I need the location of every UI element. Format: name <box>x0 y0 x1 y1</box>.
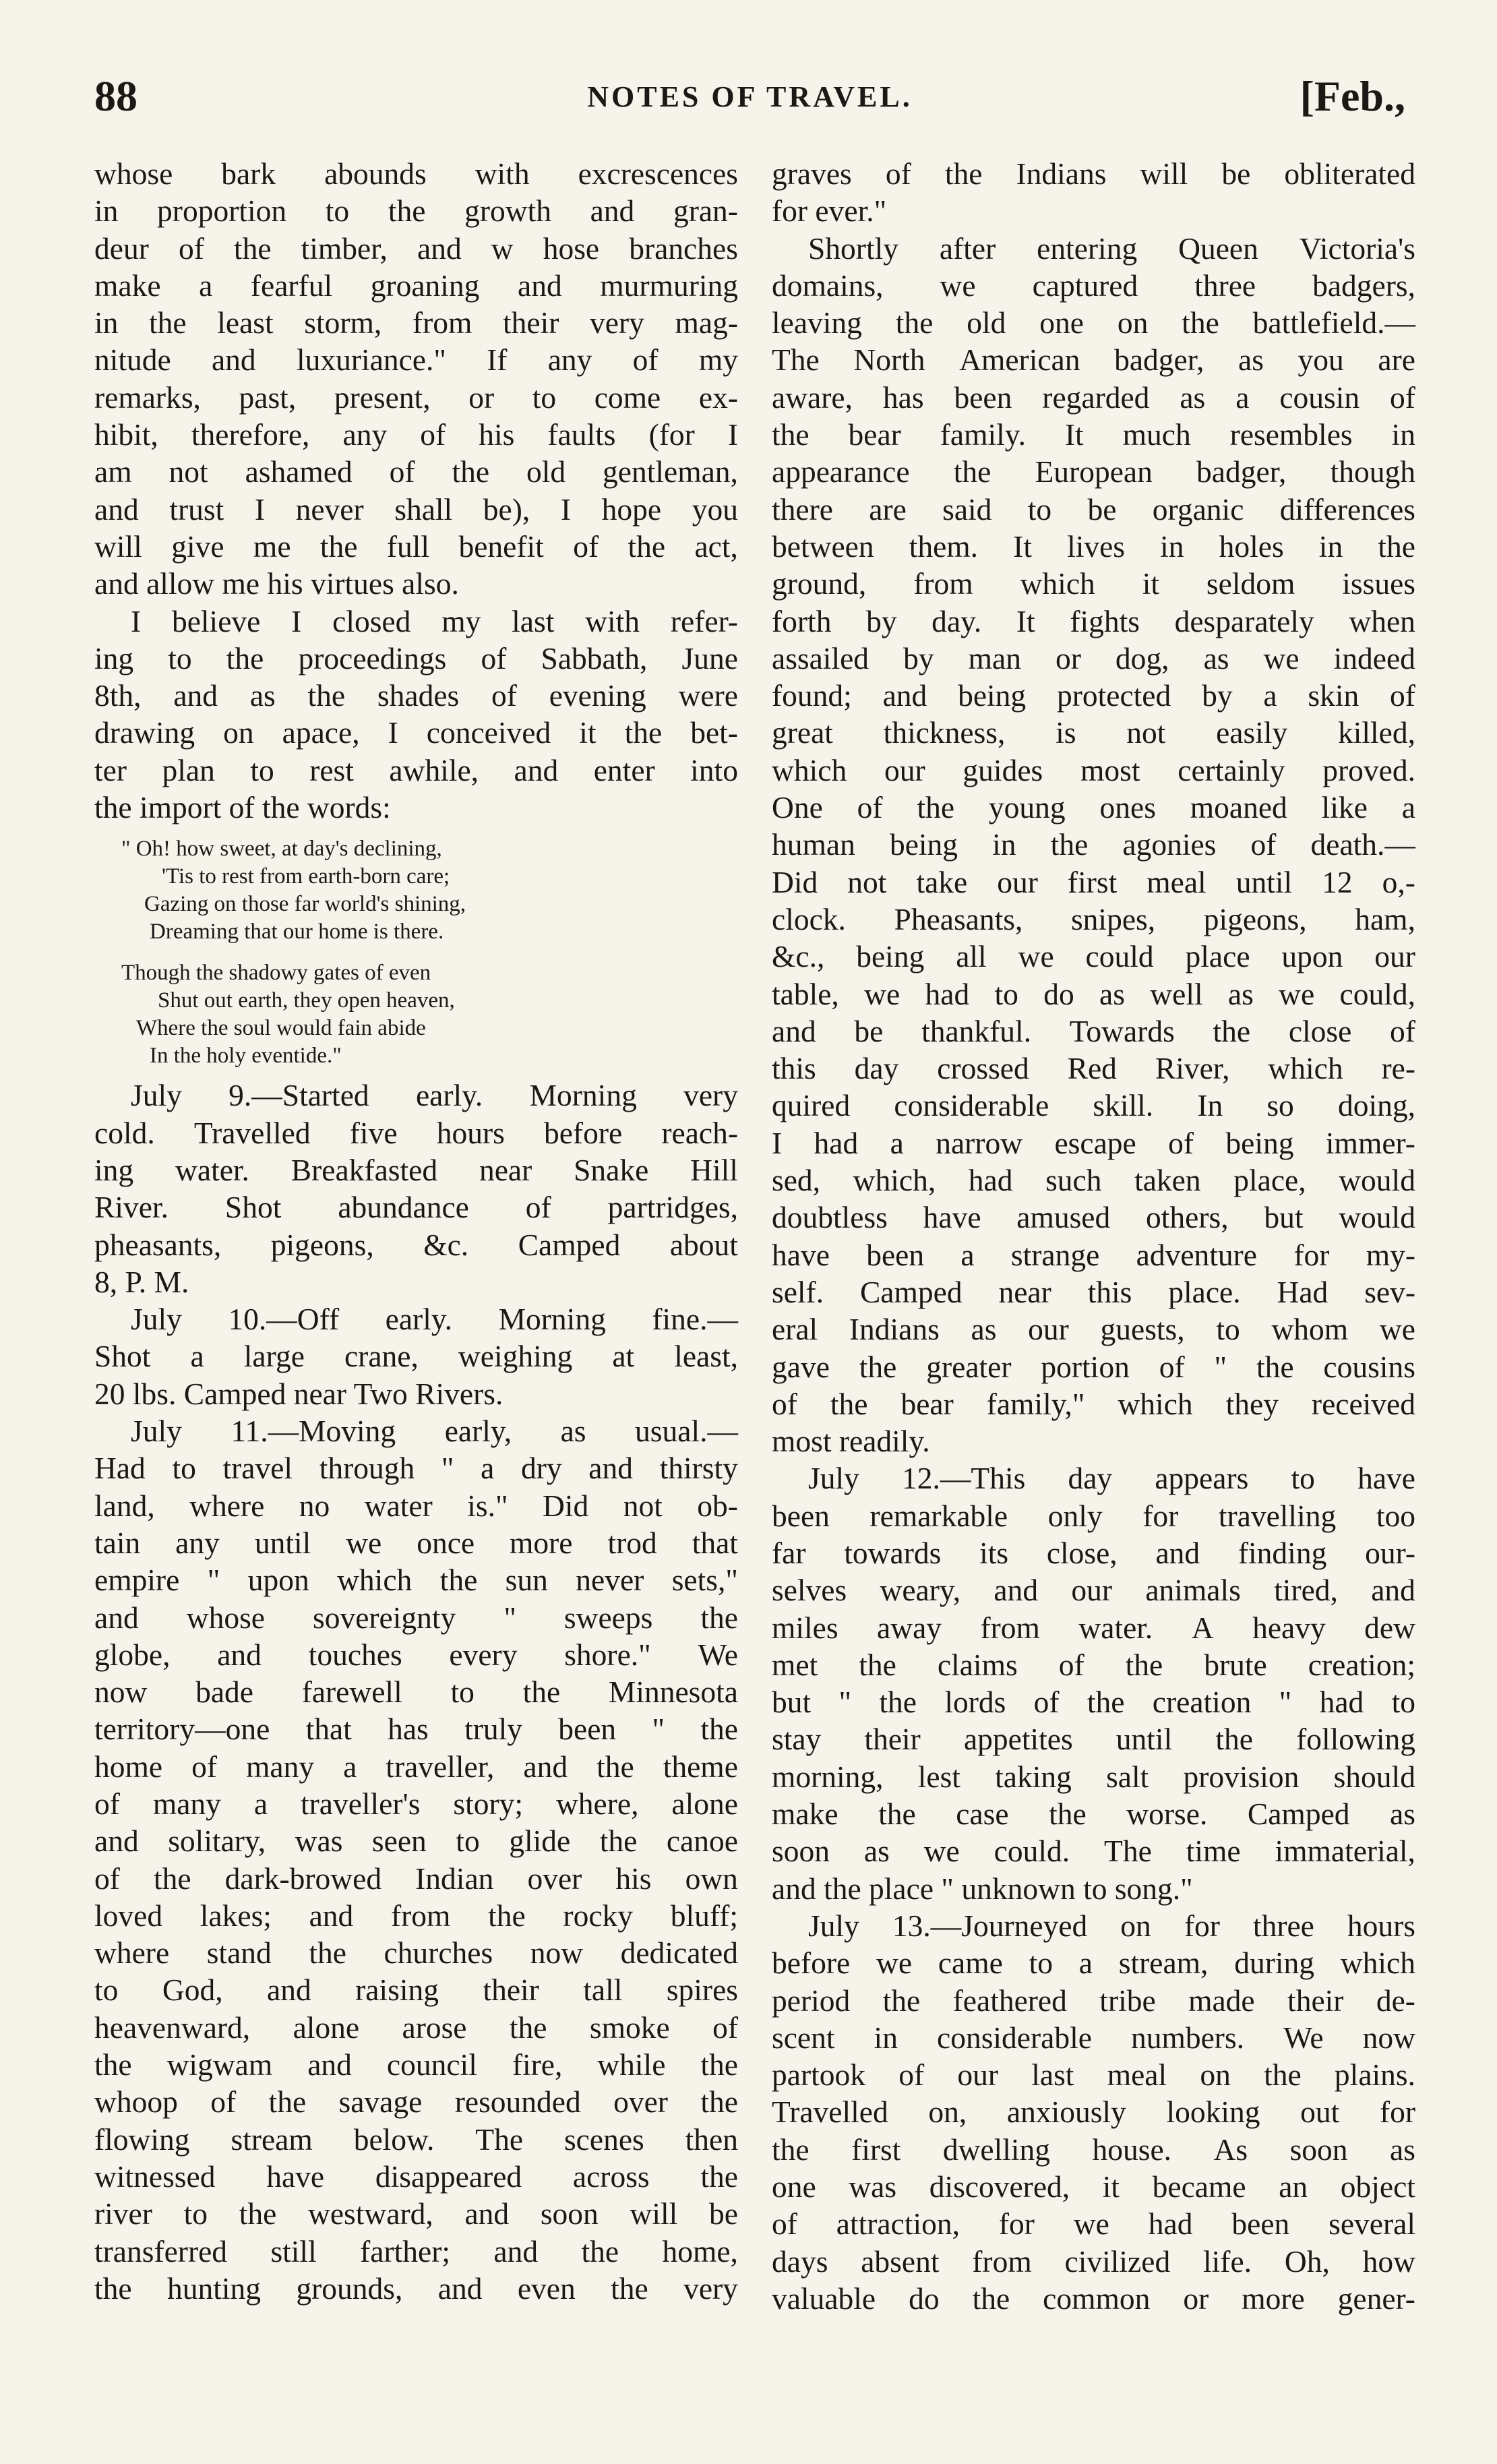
poem-line: In the holy eventide." <box>150 1044 342 1069</box>
paragraph <box>94 1300 738 1412</box>
text-line: gave the greater portion of " the cousins <box>772 1349 1415 1384</box>
text-line: before we came to a stream, during which <box>772 1946 1415 1981</box>
paragraph <box>772 155 1415 230</box>
text-line: forth by day. It fights desparately when <box>772 603 1415 638</box>
text-line: drawing on apace, I conceived it the bet- <box>94 715 738 750</box>
text-line: scent in considerable numbers. We now <box>772 2020 1415 2055</box>
text-line: 8, P. M. <box>94 1264 189 1299</box>
text-line: now bade farewell to the Minnesota <box>94 1675 738 1710</box>
paragraph <box>94 603 738 827</box>
text-line: deur of the timber, and w hose branches <box>94 231 738 266</box>
text-line: in proportion to the growth and gran- <box>94 193 738 229</box>
text-line: met the claims of the brute creation; <box>772 1647 1415 1682</box>
text-line: the first dwelling house. As soon as <box>772 2132 1415 2167</box>
text-line: I believe I closed my last with refer- <box>131 603 738 638</box>
text-line: home of many a traveller, and the theme <box>94 1749 738 1784</box>
running-title: NOTES OF TRAVEL. <box>587 80 913 113</box>
text-line: loved lakes; and from the rocky bluff; <box>94 1898 738 1933</box>
text-line: July 13.—Journeyed on for three hours <box>808 1908 1415 1943</box>
text-line: One of the young ones moaned like a <box>772 790 1415 825</box>
text-line: this day crossed Red River, which re- <box>772 1051 1415 1086</box>
text-line: will give me the full benefit of the act, <box>94 529 738 564</box>
text-line: Had to travel through " a dry and thirsty <box>94 1451 738 1486</box>
text-line: of attraction, for we had been several <box>772 2206 1415 2242</box>
poem-line: " Oh! how sweet, at day's declining, <box>121 837 442 862</box>
paragraph <box>772 1907 1415 2317</box>
text-line: soon as we could. The time immaterial, <box>772 1834 1415 1869</box>
text-line: witnessed have disappeared across the <box>94 2159 738 2194</box>
text-line: to God, and raising their tall spires <box>94 1973 738 2008</box>
text-line: Shortly after entering Queen Victoria's <box>808 231 1415 266</box>
poem-line: Shut out earth, they open heaven, <box>158 988 455 1013</box>
paragraph <box>94 155 738 603</box>
text-line: found; and being protected by a skin of <box>772 678 1415 713</box>
text-line: in the least storm, from their very mag- <box>94 305 738 340</box>
text-line: of many a traveller's story; where, alone <box>94 1786 738 1821</box>
stanza-break <box>94 946 738 959</box>
right-column <box>772 155 1415 2317</box>
text-line: 20 lbs. Camped near Two Rivers. <box>94 1376 503 1411</box>
text-line: valuable do the common or more gener- <box>772 2281 1415 2316</box>
text-line: make a fearful groaning and murmuring <box>94 268 738 303</box>
paragraph <box>94 1412 738 2307</box>
text-line: clock. Pheasants, snipes, pigeons, ham, <box>772 901 1415 936</box>
text-line: &c., being all we could place upon our <box>772 939 1415 974</box>
running-date: [Feb., <box>1300 72 1405 120</box>
text-line: empire " upon which the sun never sets," <box>94 1563 738 1598</box>
text-line: appearance the European badger, though <box>772 454 1415 489</box>
text-line: domains, we captured three badgers, <box>772 268 1415 303</box>
poem-line: Though the shadowy gates of even <box>121 961 431 986</box>
text-line: whoop of the savage resounded over the <box>94 2084 738 2120</box>
text-line: which our guides most certainly proved. <box>772 752 1415 787</box>
text-line: great thickness, is not easily killed, <box>772 715 1415 750</box>
text-line: have been a strange adventure for my- <box>772 1237 1415 1272</box>
text-line: and allow me his virtues also. <box>94 566 459 601</box>
text-line: pheasants, pigeons, &c. Camped about <box>94 1227 738 1262</box>
text-line: July 10.—Off early. Morning fine.— <box>131 1302 738 1337</box>
text-line: and solitary, was seen to glide the canoe <box>94 1824 738 1859</box>
text-line: and trust I never shall be), I hope you <box>94 491 738 527</box>
text-line: table, we had to do as well as we could, <box>772 976 1415 1011</box>
text-line: quired considerable skill. In so doing, <box>772 1088 1415 1123</box>
text-line: partook of our last meal on the plains. <box>772 2057 1415 2093</box>
text-line: July 12.—This day appears to have <box>808 1461 1415 1496</box>
text-line: river to the westward, and soon will be <box>94 2196 738 2231</box>
text-line: stay their appetites until the following <box>772 1722 1415 1757</box>
text-line: aware, has been regarded as a cousin of <box>772 380 1415 415</box>
text-line: Shot a large crane, weighing at least, <box>94 1339 738 1374</box>
text-line: where stand the churches now dedicated <box>94 1935 738 1971</box>
text-line: most readily. <box>772 1424 930 1459</box>
text-line: leaving the old one on the battlefield.— <box>772 305 1415 340</box>
paragraph <box>94 1077 738 1300</box>
text-line: land, where no water is." Did not ob- <box>94 1488 738 1523</box>
text-line: heavenward, alone arose the smoke of <box>94 2010 738 2045</box>
text-line: ing to the proceedings of Sabbath, June <box>94 640 738 675</box>
poem-line: Gazing on those far world's shining, <box>144 892 466 917</box>
text-line: days absent from civilized life. Oh, how <box>772 2244 1415 2279</box>
page-number: 88 <box>94 72 138 120</box>
text-line: The North American badger, as you are <box>772 342 1415 378</box>
text-line: of the bear family," which they received <box>772 1386 1415 1421</box>
text-line: been remarkable only for travelling too <box>772 1498 1415 1533</box>
text-line: selves weary, and our animals tired, and <box>772 1573 1415 1608</box>
paragraph <box>772 230 1415 1460</box>
text-line: whose bark abounds with excrescences <box>94 156 738 191</box>
text-line: make the case the worse. Camped as <box>772 1797 1415 1832</box>
text-line: territory—one that has truly been " the <box>94 1712 738 1747</box>
text-line: sed, which, had such taken place, would <box>772 1163 1415 1198</box>
text-line: eral Indians as our guests, to whom we <box>772 1312 1415 1347</box>
text-line: River. Shot abundance of partridges, <box>94 1190 738 1225</box>
text-line: cold. Travelled five hours before reach- <box>94 1115 738 1150</box>
poem-line: 'Tis to rest from earth-born care; <box>162 864 450 889</box>
text-line: tain any until we once more trod that <box>94 1525 738 1560</box>
poem-quote <box>94 835 738 1070</box>
text-line: miles away from water. A heavy dew <box>772 1610 1415 1645</box>
text-line: Travelled on, anxiously looking out for <box>772 2095 1415 2130</box>
text-line: transferred still farther; and the home, <box>94 2233 738 2268</box>
poem-line: Dreaming that our home is there. <box>150 920 444 944</box>
text-line: the bear family. It much resembles in <box>772 417 1415 452</box>
text-line: period the feathered tribe made their de- <box>772 1983 1415 2018</box>
text-line: there are said to be organic differences <box>772 491 1415 527</box>
page-header <box>94 71 1405 132</box>
text-line: ing water. Breakfasted near Snake Hill <box>94 1152 738 1187</box>
text-line: hibit, therefore, any of his faults (for I <box>94 417 738 452</box>
text-line: nitude and luxuriance." If any of my <box>94 342 738 378</box>
text-line: flowing stream below. The scenes then <box>94 2122 738 2157</box>
text-line: and the place " unknown to song." <box>772 1871 1193 1906</box>
paragraph <box>772 1460 1415 1907</box>
text-line: Did not take our first meal until 12 o,- <box>772 864 1415 899</box>
text-line: the wigwam and council fire, while the <box>94 2047 738 2082</box>
left-column <box>94 155 738 2307</box>
text-line: far towards its close, and finding our- <box>772 1535 1415 1570</box>
text-line: between them. It lives in holes in the <box>772 529 1415 564</box>
text-line: remarks, past, present, or to come ex- <box>94 380 738 415</box>
poem-line: Where the soul would fain abide <box>136 1016 426 1041</box>
text-line: July 9.—Started early. Morning very <box>131 1078 738 1113</box>
text-line: July 11.—Moving early, as usual.— <box>131 1414 738 1449</box>
text-line: doubtless have amused others, but would <box>772 1200 1415 1235</box>
text-line: human being in the agonies of death.— <box>772 827 1415 862</box>
text-line: of the dark-browed Indian over his own <box>94 1861 738 1896</box>
text-line: and be thankful. Towards the close of <box>772 1013 1415 1048</box>
text-line: the import of the words: <box>94 790 391 825</box>
text-line: and whose sovereignty " sweeps the <box>94 1600 738 1635</box>
text-line: morning, lest taking salt provision should <box>772 1759 1415 1794</box>
text-line: ground, from which it seldom issues <box>772 566 1415 601</box>
text-line: 8th, and as the shades of evening were <box>94 678 738 713</box>
text-line: self. Camped near this place. Had sev- <box>772 1274 1415 1309</box>
text-line: globe, and touches every shore." We <box>94 1637 738 1672</box>
text-line: one was discovered, it became an object <box>772 2169 1415 2204</box>
text-line: for ever." <box>772 193 887 229</box>
text-line: but " the lords of the creation " had to <box>772 1685 1415 1720</box>
text-line: graves of the Indians will be obliterated <box>772 156 1415 191</box>
text-line: I had a narrow escape of being immer- <box>772 1125 1415 1160</box>
text-line: ter plan to rest awhile, and enter into <box>94 752 738 787</box>
text-line: the hunting grounds, and even the very <box>94 2271 738 2306</box>
text-line: assailed by man or dog, as we indeed <box>772 640 1415 675</box>
text-line: am not ashamed of the old gentleman, <box>94 454 738 489</box>
